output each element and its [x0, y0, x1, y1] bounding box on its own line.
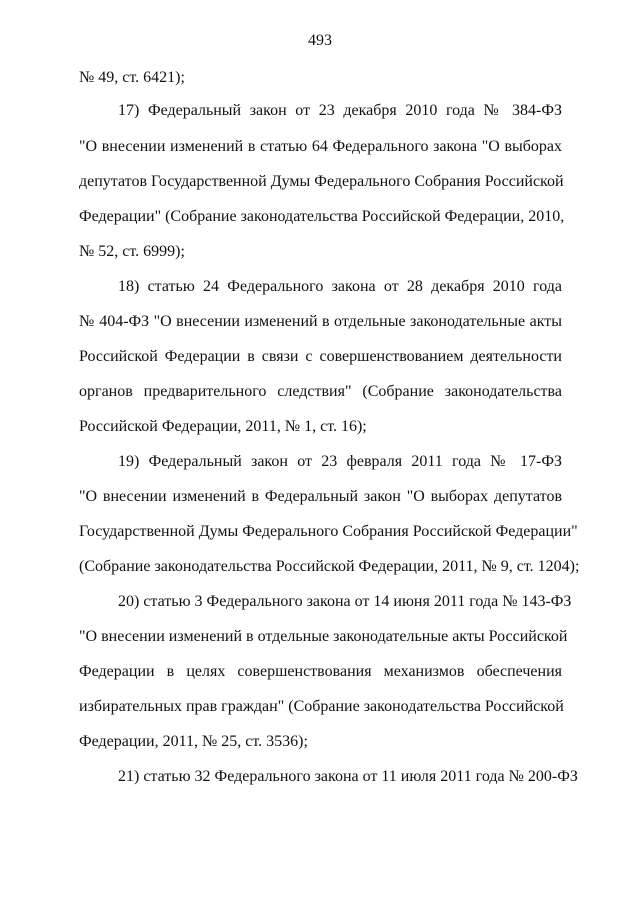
paragraph-line: "О внесении изменений в статью 64 Федерального закона "О выборах [79, 138, 562, 155]
paragraph-line: органов предварительного следствия" (Собрание законодательства [79, 383, 562, 400]
paragraph-line: Российской Федерации в связи с совершенствованием деятельности [79, 348, 562, 365]
paragraph-line: № 49, ст. 6421); [79, 69, 185, 86]
paragraph-line: 20) статью 3 Федерального закона от 14 июня 2011 года № 143-ФЗ [118, 593, 572, 610]
paragraph-line: Государственной Думы Федерального Собрания Российской Федерации" [79, 523, 578, 540]
paragraph-line: Федерации" (Собрание законодательства Российской Федерации, 2010, [79, 208, 565, 225]
paragraph-line: 18) статью 24 Федерального закона от 28 декабря 2010 года [118, 278, 562, 295]
paragraph-line: 19) Федеральный закон от 23 февраля 2011 года № 17-ФЗ [118, 453, 562, 470]
paragraph-line: "О внесении изменений в Федеральный закон "О выборах депутатов [79, 488, 562, 505]
page-number: 493 [308, 32, 332, 49]
paragraph-line: (Собрание законодательства Российской Федерации, 2011, № 9, ст. 1204); [79, 558, 580, 575]
paragraph-line: № 52, ст. 6999); [79, 243, 185, 260]
paragraph-line: "О внесении изменений в отдельные законодательные акты Российской [79, 628, 568, 645]
paragraph-line: Российской Федерации, 2011, № 1, ст. 16); [79, 418, 367, 435]
paragraph-line: 21) статью 32 Федерального закона от 11 июля 2011 года № 200-ФЗ [118, 768, 578, 785]
paragraph-line: 17) Федеральный закон от 23 декабря 2010 года № 384-ФЗ [118, 102, 562, 119]
paragraph-line: Федерации, 2011, № 25, ст. 3536); [79, 733, 308, 750]
paragraph-line: депутатов Государственной Думы Федерального Собрания Российской [79, 173, 564, 190]
paragraph-line: Федерации в целях совершенствования механизмов обеспечения [79, 663, 562, 680]
paragraph-line: № 404-ФЗ "О внесении изменений в отдельные законодательные акты [79, 313, 562, 330]
paragraph-line: избирательных прав граждан" (Собрание законодательства Российской [79, 698, 564, 715]
